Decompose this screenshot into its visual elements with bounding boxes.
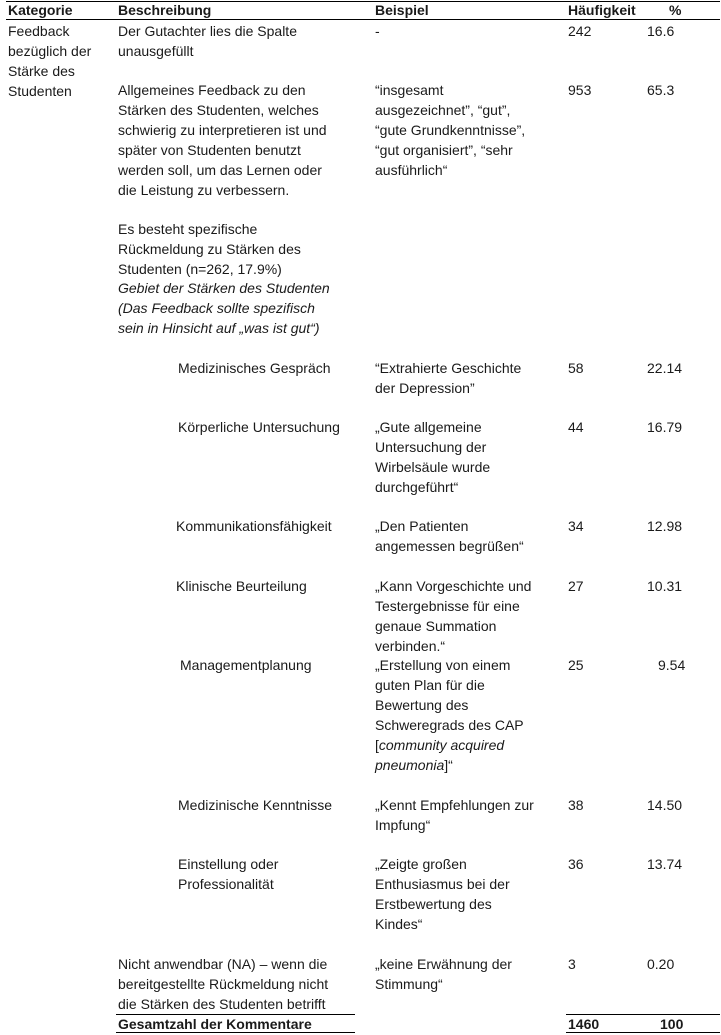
row2-beschreibung: Allgemeines Feedback zu den Stärken des Studenten, welches schwierig zu interpretieren ist und später von Studenten benutzt werden soll, um das Lernen oder die Leistung zu verbessern. — [118, 82, 327, 198]
na-beschreibung: Nicht anwendbar (NA) – wenn die bereitgestellte Rückmeldung nicht die Stärken des Studenten betrifft — [118, 956, 329, 1012]
subrow-label: Einstellung oder Professionalität — [178, 856, 279, 892]
header-haeufigkeit: Häufigkeit — [568, 2, 636, 18]
subrow-haeufigkeit: 27 — [568, 578, 584, 594]
subrow-haeufigkeit: 44 — [568, 419, 584, 435]
row1-haeufigkeit: 242 — [568, 23, 592, 39]
bottom-rule-right — [566, 1032, 720, 1033]
subrow-beispiel: „Den Patienten angemessen begrüßen“ — [375, 518, 524, 554]
subrow-prozent: 9.54 — [658, 657, 686, 673]
row2-beispiel: “insgesamt ausgezeichnet”, “gut”, “gute Grundkenntnisse”, “gut organisiert”, “sehr ausführlich“ — [375, 82, 526, 178]
total-prozent: 100 — [660, 1016, 684, 1032]
subrow-prozent: 14.50 — [647, 797, 683, 813]
na-haeufigkeit: 3 — [568, 956, 576, 972]
subrow-prozent: 13.74 — [647, 856, 683, 872]
category-label: Feedback bezüglich der Stärke des Studenten — [8, 23, 92, 99]
subrow-beispiel: „Gute allgemeine Untersuchung der Wirbelsäule wurde durchgeführt“ — [375, 419, 491, 495]
header-beschreibung: Beschreibung — [118, 2, 212, 18]
bottom-rule-left — [116, 1032, 355, 1033]
row2-haeufigkeit: 953 — [568, 82, 592, 98]
subrow-haeufigkeit: 38 — [568, 797, 584, 813]
subrow-prozent: 10.31 — [647, 578, 683, 594]
subrow-label: Medizinisches Gespräch — [178, 360, 331, 376]
na-prozent: 0.20 — [647, 956, 675, 972]
subrow-haeufigkeit: 25 — [568, 657, 584, 673]
subrow-label: Kommunikationsfähigkeit — [176, 518, 332, 534]
subrow-haeufigkeit: 36 — [568, 856, 584, 872]
na-beispiel: „keine Erwähnung der Stimmung“ — [375, 956, 512, 992]
subrow-label: Managementplanung — [180, 657, 312, 673]
beispiel-italic-term: community acquired — [378, 737, 505, 753]
beispiel-text-end: ]“ — [444, 757, 453, 773]
subrow-haeufigkeit: 58 — [568, 360, 584, 376]
row1-beispiel: - — [375, 23, 380, 39]
subrow-prozent: 16.79 — [647, 419, 683, 435]
subrow-beispiel: „Kann Vorgeschichte und Testergebnisse für eine genaue Summation verbinden.“ — [375, 578, 532, 654]
header-prozent: % — [669, 2, 682, 18]
total-haeufigkeit: 1460 — [568, 1016, 600, 1032]
total-label: Gesamtzahl der Kommentare — [118, 1016, 312, 1032]
header-rule — [6, 19, 720, 20]
subrow-beispiel: “Extrahierte Geschichte der Depression” — [375, 360, 522, 396]
header-kategorie: Kategorie — [8, 2, 73, 18]
subrow-beispiel: „Zeigte großen Enthusiasmus bei der Erstbewertung des Kindes“ — [375, 856, 510, 932]
subrow-haeufigkeit: 34 — [568, 518, 584, 534]
row2-prozent: 65.3 — [647, 82, 675, 98]
specific-feedback-text: Es besteht spezifische Rückmeldung zu Stärken des Studenten (n=262, 17.9%) — [118, 221, 301, 277]
header-beispiel: Beispiel — [375, 2, 429, 18]
subrow-label: Klinische Beurteilung — [176, 578, 307, 594]
specific-feedback-italic: Gebiet der Stärken des Studenten (Das Feedback sollte spezifisch sein in Hinsicht auf „was ist gut“) — [118, 280, 330, 336]
subrow-beispiel: „Kennt Empfehlungen zur Impfung“ — [375, 797, 534, 833]
beispiel-italic-term: pneumonia — [375, 757, 445, 773]
row1-beschreibung: Der Gutachter lies die Spalte unausgefüllt — [118, 23, 297, 59]
subrow-prozent: 22.14 — [647, 360, 683, 376]
beispiel-text-start: „Erstellung von einem guten Plan für die Bewertung des Schweregrads des CAP [ — [375, 657, 524, 753]
subrow-label: Medizinische Kenntnisse — [178, 797, 333, 813]
subrow-prozent: 12.98 — [647, 518, 683, 534]
subrow-label: Körperliche Untersuchung — [178, 419, 340, 435]
subrow-beispiel — [375, 655, 524, 775]
row1-prozent: 16.6 — [647, 23, 675, 39]
